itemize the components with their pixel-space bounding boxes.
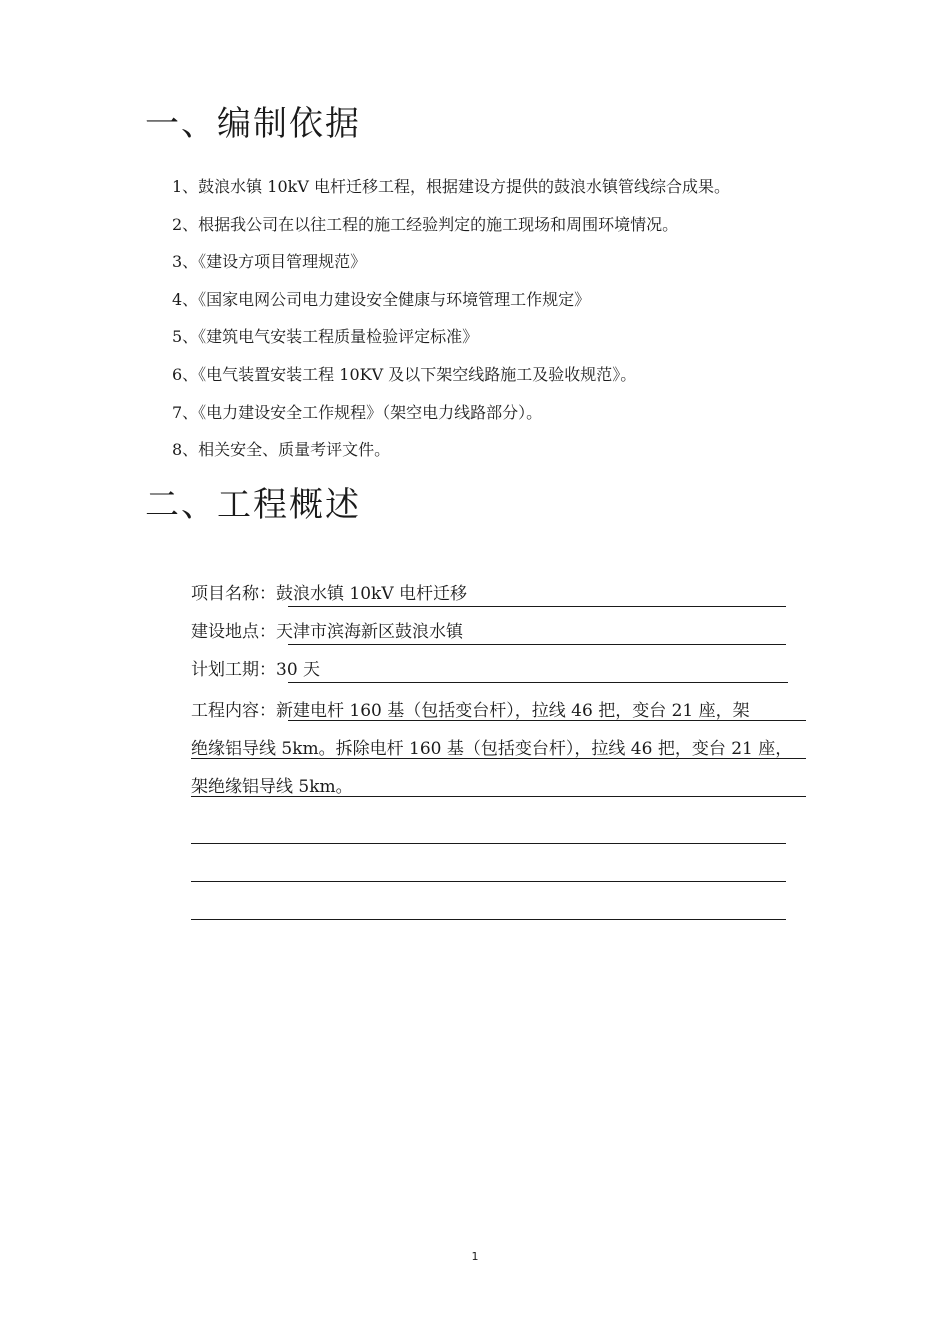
basis-item: 4、《国家电网公司电力建设安全健康与环境管理工作规定》 [172,289,591,309]
page-number: 1 [471,1250,479,1263]
basis-item: 1、鼓浪水镇 10kV 电杆迁移工程，根据建设方提供的鼓浪水镇管线综合成果。 [172,177,730,196]
content-label: 工程内容： [191,701,276,721]
blank-underline [191,806,786,844]
blank-underline [191,844,786,882]
basis-item: 8、相关安全、质量考评文件。 [172,440,391,460]
content-block [191,692,806,806]
project-name-row [191,578,806,616]
basis-item: 7、《电力建设安全工作规程》（架空电力线路部分）。 [172,402,543,422]
underline [288,606,786,607]
basis-item: 6、《电气装置安装工程 10KV 及以下架空线路施工及验收规范》。 [172,364,637,384]
duration-label: 计划工期： [191,660,276,680]
section-heading-overview: 二、工程概述 [145,485,361,525]
basis-list [172,168,730,469]
section-heading-basis: 一、编制依据 [145,104,361,144]
content-line [191,768,806,806]
project-name-label: 项目名称： [191,584,276,604]
underline [288,682,788,683]
content-text: 新建电杆 160 基（包括变台杆），拉线 46 把，变台 21 座，架 [276,701,750,721]
duration-value: 30 天 [276,660,321,680]
content-text: 绝缘铝导线 5km。拆除电杆 160 基（包括变台杆），拉线 46 把，变台 21 座， [191,739,793,759]
basis-item: 2、根据我公司在以往工程的施工经验判定的施工现场和周围环境情况。 [172,214,679,234]
blank-underline [191,882,786,920]
location-value: 天津市滨海新区鼓浪水镇 [276,622,463,642]
content-line [191,692,806,730]
location-row [191,616,806,654]
basis-item: 3、《建设方项目管理规范》 [172,252,367,272]
underline [288,644,786,645]
content-text: 架绝缘铝导线 5km。 [191,777,353,797]
project-name-value: 鼓浪水镇 10kV 电杆迁移 [276,584,468,604]
project-overview [191,578,806,920]
duration-row [191,654,806,692]
content-line [191,730,806,768]
basis-item: 5、《建筑电气安装工程质量检验评定标准》 [172,327,479,347]
location-label: 建设地点： [191,622,276,642]
